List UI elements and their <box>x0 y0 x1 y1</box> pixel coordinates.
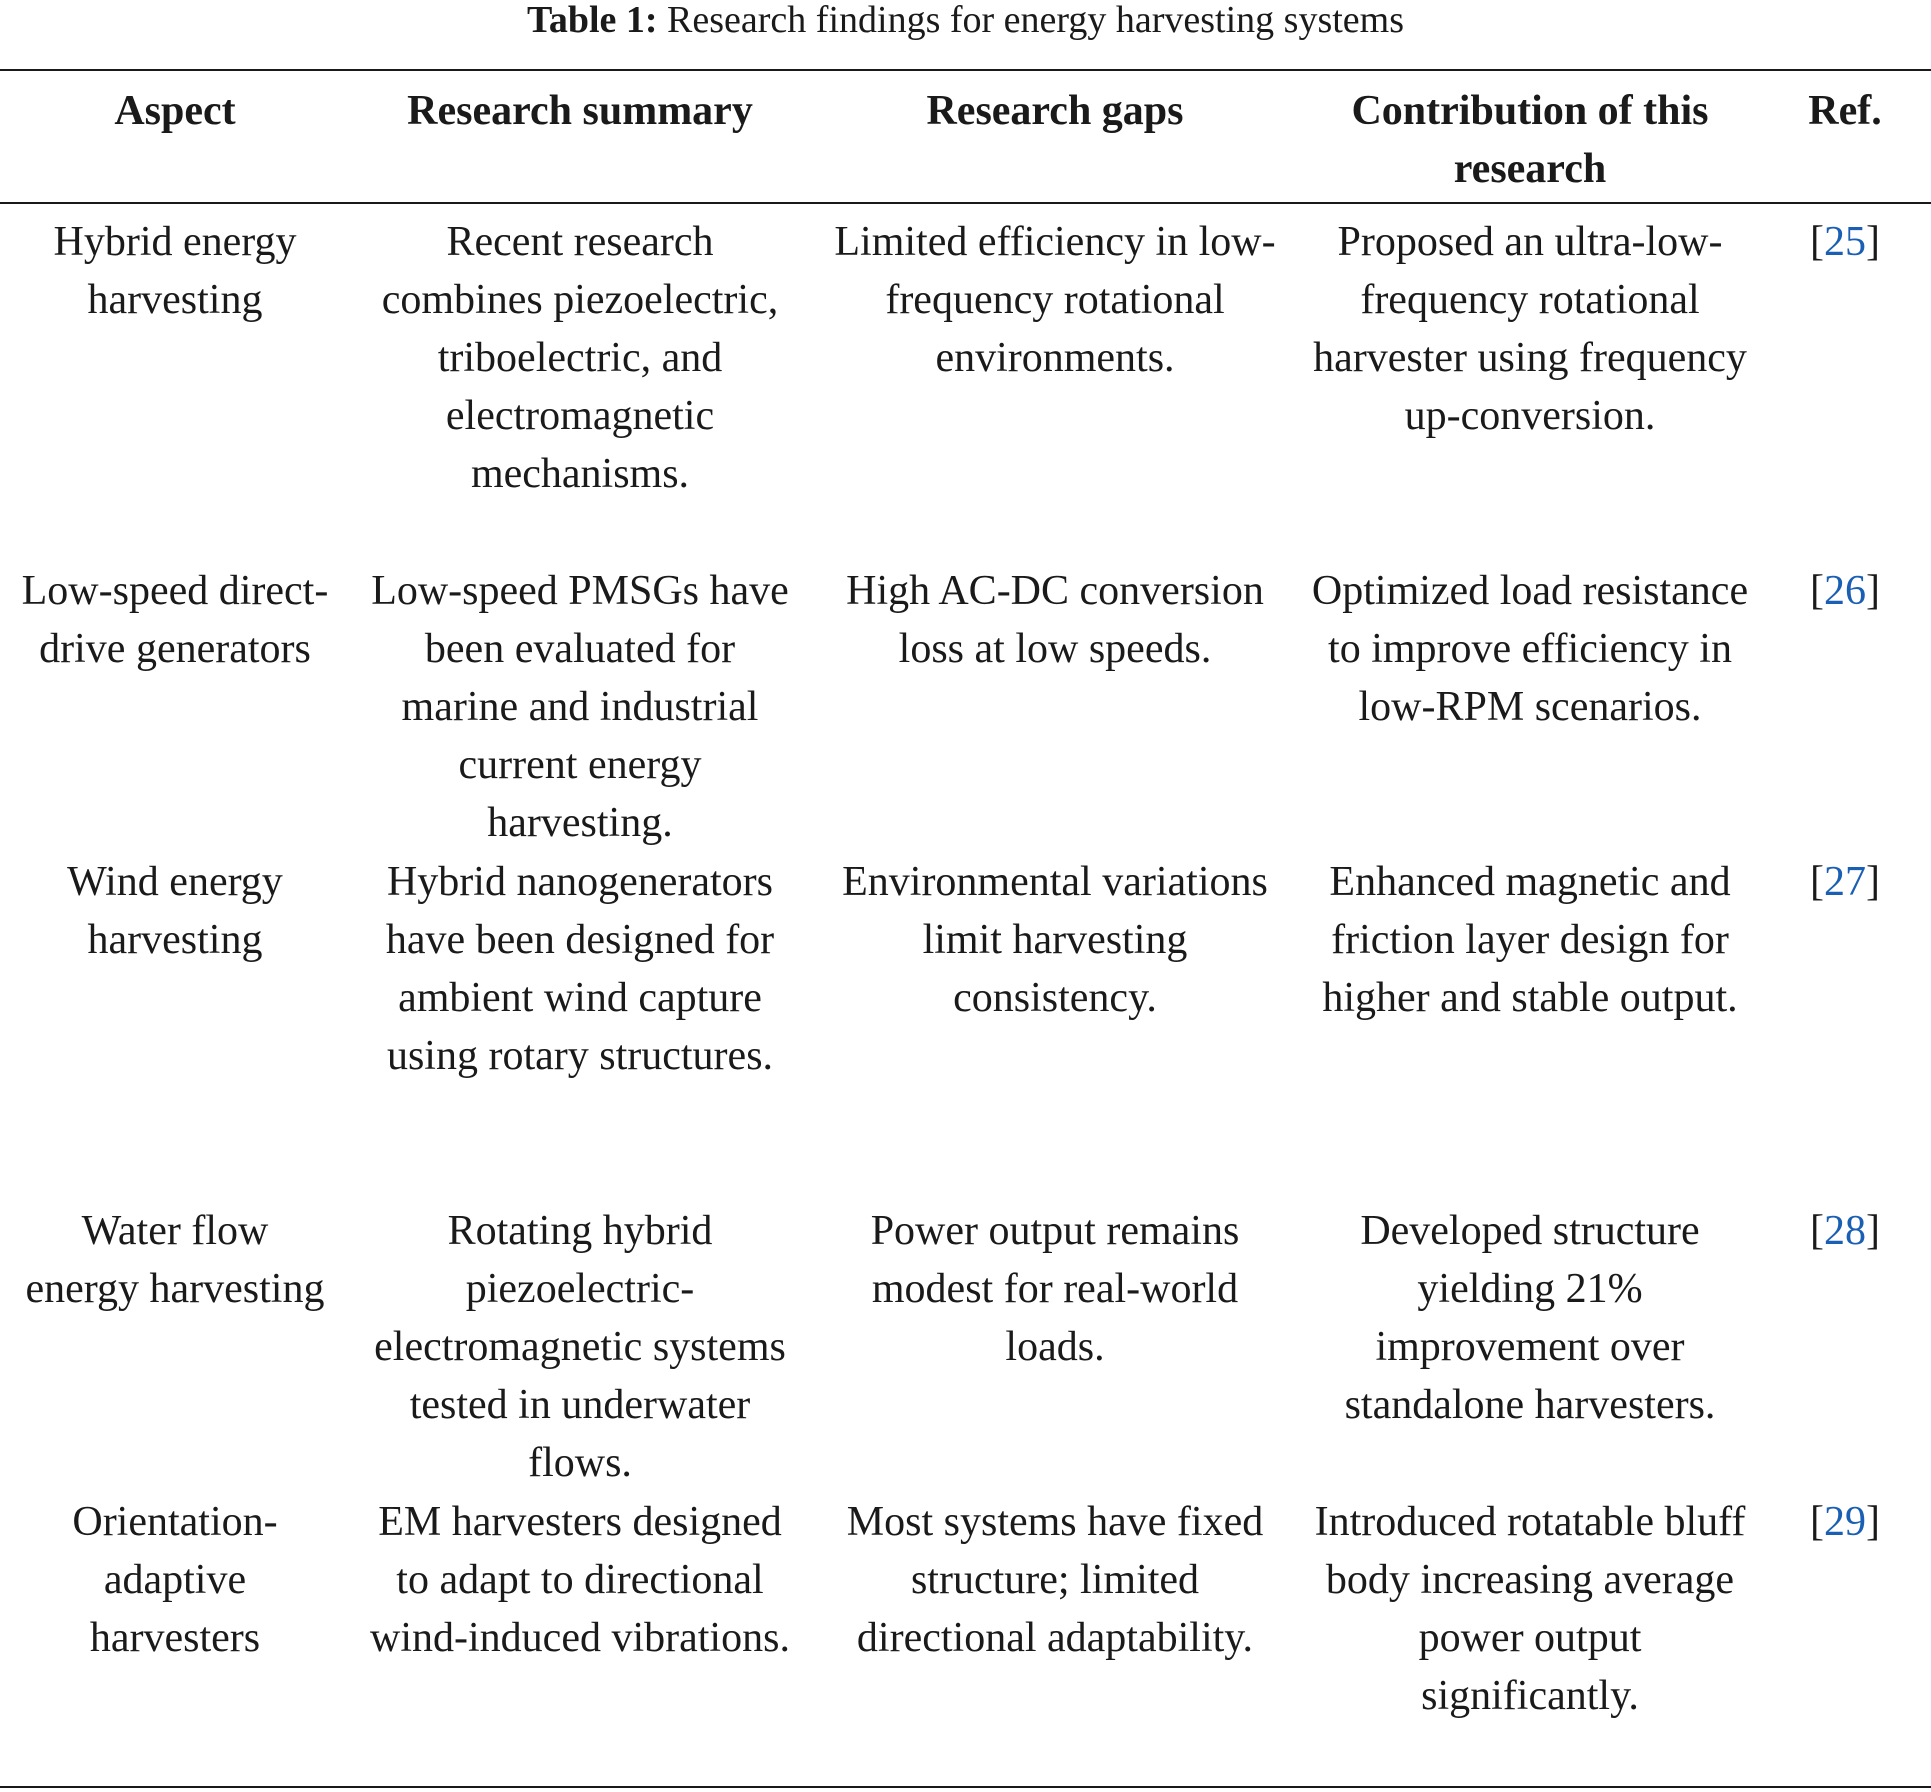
cell-ref[interactable]: [28] <box>1810 1208 1880 1254</box>
cell-gaps: High AC-DC conversion loss at low speeds. <box>846 568 1264 672</box>
cell-ref[interactable]: [29] <box>1810 1499 1880 1545</box>
table-caption <box>0 0 1931 44</box>
cell-contribution: Enhanced magnetic and friction layer design for higher and stable output. <box>1322 859 1738 1021</box>
header-ref: Ref. <box>1808 88 1882 134</box>
header-aspect: Aspect <box>114 88 236 134</box>
cell-gaps: Power output remains modest for real-world loads. <box>870 1208 1240 1370</box>
cell-contribution: Optimized load resistance to improve efficiency in low-RPM scenarios. <box>1311 568 1749 730</box>
cell-aspect: Orientation-adaptive harvesters <box>72 1499 278 1661</box>
cell-ref[interactable]: [27] <box>1810 859 1880 905</box>
header-research-gaps: Research gaps <box>926 88 1184 134</box>
cell-summary: Hybrid nanogenerators have been designed for ambient wind capture using rotary structures. <box>385 859 775 1079</box>
header-research-summary: Research summary <box>407 88 753 134</box>
cell-aspect: Low-speed direct-drive generators <box>21 568 329 672</box>
cell-aspect: Hybrid energy harvesting <box>53 219 297 323</box>
table-bottom-rule <box>0 1786 1931 1788</box>
cell-contribution: Introduced rotatable bluff body increasing average power output significantly. <box>1314 1499 1746 1719</box>
header-contribution: Contribution of this research <box>1351 88 1709 192</box>
ref-link[interactable]: 28 <box>1824 1208 1866 1254</box>
cell-summary: Rotating hybrid piezoelectric-electromagnetic systems tested in underwater flows. <box>374 1208 786 1486</box>
ref-link[interactable]: 29 <box>1824 1499 1866 1545</box>
cell-aspect: Water flow energy harvesting <box>25 1208 325 1312</box>
cell-summary: Low-speed PMSGs have been evaluated for marine and industrial current energy harvesting. <box>371 568 789 846</box>
cell-ref[interactable]: [26] <box>1810 568 1880 614</box>
cell-contribution: Developed structure yielding 21% improvement over standalone harvesters. <box>1344 1208 1716 1428</box>
cell-gaps: Most systems have fixed structure; limited directional adaptability. <box>846 1499 1264 1661</box>
ref-link[interactable]: 27 <box>1824 859 1866 905</box>
caption-text: Research findings for energy harvesting systems <box>667 0 1405 41</box>
cell-ref[interactable]: [25] <box>1810 219 1880 265</box>
cell-gaps: Environmental variations limit harvesting consistency. <box>842 859 1268 1021</box>
ref-link[interactable]: 25 <box>1824 219 1866 265</box>
cell-contribution: Proposed an ultra-low-frequency rotational harvester using frequency up-conversion. <box>1313 219 1747 439</box>
cell-gaps: Limited efficiency in low-frequency rotational environments. <box>834 219 1276 381</box>
table-header-rule <box>0 202 1931 204</box>
cell-aspect: Wind energy harvesting <box>67 859 283 963</box>
caption-label: Table 1: <box>526 0 658 41</box>
ref-link[interactable]: 26 <box>1824 568 1866 614</box>
cell-summary: Recent research combines piezoelectric, triboelectric, and electromagnetic mechanisms. <box>381 219 779 497</box>
table-top-rule <box>0 69 1931 71</box>
cell-summary: EM harvesters designed to adapt to directional wind-induced vibrations. <box>370 1499 790 1661</box>
